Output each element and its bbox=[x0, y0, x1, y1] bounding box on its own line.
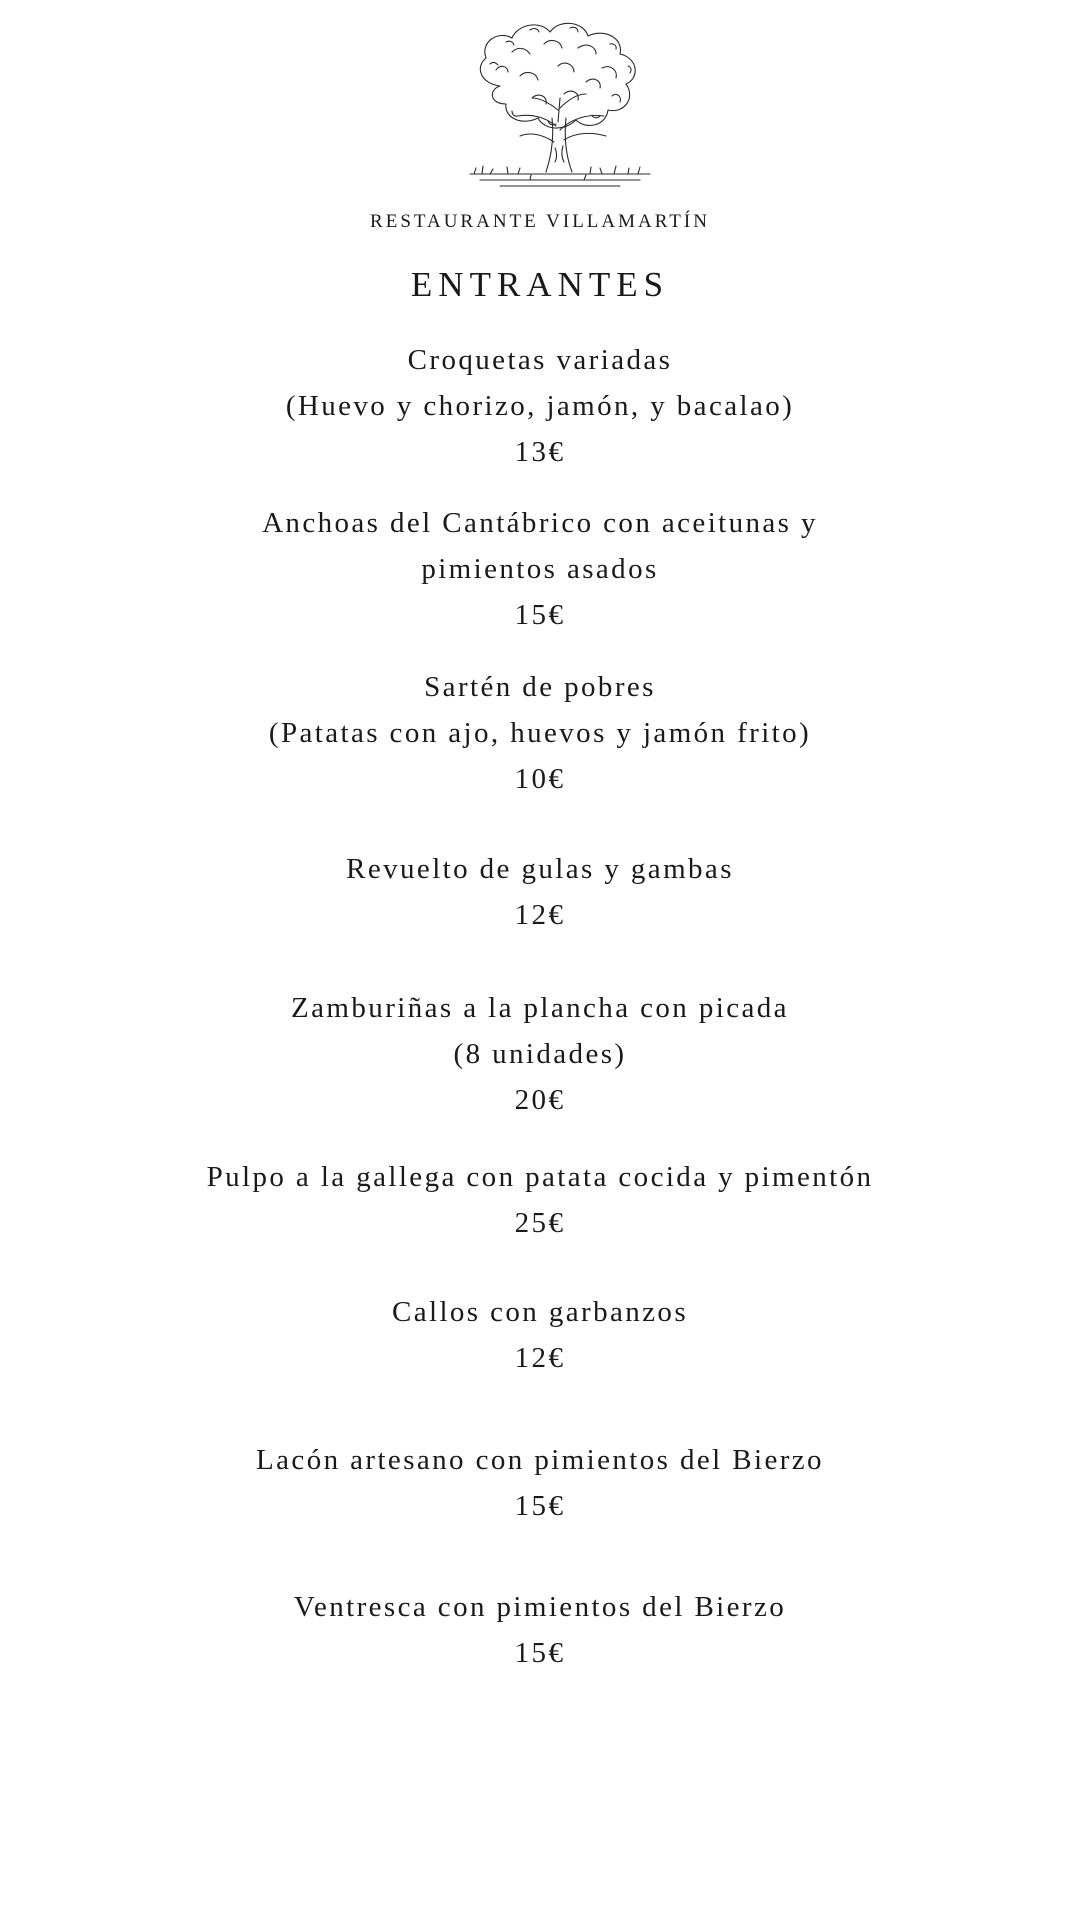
dish-price: 15€ bbox=[514, 1637, 566, 1669]
dish-detail: (Patatas con ajo, huevos y jamón frito) bbox=[268, 717, 812, 749]
dish-item-callos bbox=[0, 1289, 1080, 1381]
dish-name: Revuelto de gulas y gambas bbox=[346, 853, 734, 885]
dish-detail: (8 unidades) bbox=[453, 1038, 627, 1070]
dish-item-ventresca bbox=[0, 1584, 1080, 1676]
dish-price: 10€ bbox=[514, 763, 566, 795]
restaurant-name: RESTAURANTE VILLAMARTÍN bbox=[370, 211, 710, 232]
dish-item-zamburinas bbox=[0, 985, 1080, 1123]
dish-name: Lacón artesano con pimientos del Bierzo bbox=[256, 1444, 824, 1476]
dish-price: 12€ bbox=[514, 1342, 566, 1374]
dish-detail: pimientos asados bbox=[421, 553, 659, 585]
dish-item-revuelto bbox=[0, 846, 1080, 938]
dish-name: Callos con garbanzos bbox=[391, 1296, 689, 1328]
dish-name: Sartén de pobres bbox=[424, 671, 656, 703]
dish-item-lacon bbox=[0, 1437, 1080, 1529]
tree-logo-icon bbox=[460, 18, 660, 198]
dish-name: Anchoas del Cantábrico con aceitunas y bbox=[262, 507, 818, 539]
dish-price: 15€ bbox=[514, 599, 566, 631]
dish-name: Pulpo a la gallega con patata cocida y pimentón bbox=[206, 1161, 874, 1193]
dish-name: Croquetas variadas bbox=[407, 344, 673, 376]
dish-item-sarten bbox=[0, 664, 1080, 802]
dish-price: 12€ bbox=[514, 899, 566, 931]
dish-price: 13€ bbox=[514, 436, 566, 468]
dish-item-anchoas bbox=[0, 500, 1080, 638]
dish-item-pulpo bbox=[0, 1154, 1080, 1246]
dish-name: Zamburiñas a la plancha con picada bbox=[291, 992, 789, 1024]
dish-name: Ventresca con pimientos del Bierzo bbox=[293, 1591, 787, 1623]
dish-price: 20€ bbox=[514, 1084, 566, 1116]
dish-detail: (Huevo y chorizo, jamón, y bacalao) bbox=[285, 390, 795, 422]
section-title: ENTRANTES bbox=[410, 265, 670, 304]
dish-price: 25€ bbox=[514, 1207, 566, 1239]
dish-price: 15€ bbox=[514, 1490, 566, 1522]
dish-item-croquetas bbox=[0, 337, 1080, 475]
